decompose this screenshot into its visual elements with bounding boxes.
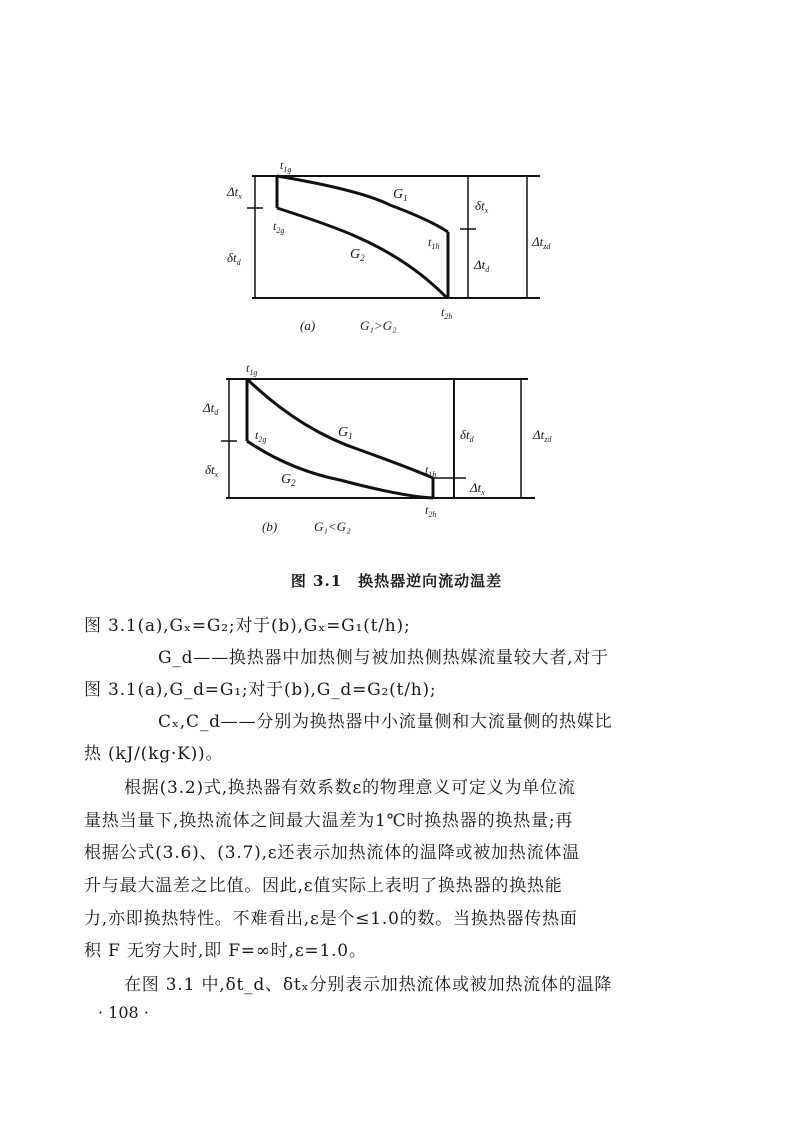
label-g2-b: $G_2$ bbox=[281, 472, 296, 488]
panel-a-tag: (a) bbox=[300, 318, 316, 333]
label-deltatd-left-a: $\delta t_d$ bbox=[227, 250, 241, 267]
label-dtd-right-a: $\Delta t_d$ bbox=[474, 257, 490, 274]
label-t2g-b: $t_{2g}$ bbox=[255, 428, 267, 444]
body-line: 根据(3.2)式,换热器有效系数ε的物理意义可定义为单位流 bbox=[124, 778, 576, 798]
figure-3-1 bbox=[0, 0, 793, 560]
body-line: 力,亦即换热特性。不难看出,ε是个≤1.0的数。当换热器传热面 bbox=[84, 909, 578, 929]
panel-b bbox=[221, 379, 535, 498]
label-dtx-left-a: $\Delta t_x$ bbox=[227, 184, 242, 201]
body-line: 积 F 无穷大时,即 F=∞时,ε=1.0。 bbox=[84, 941, 367, 961]
panel-a-relation: G₁>G₂ bbox=[360, 318, 397, 333]
label-dtzd-a: $\Delta t_{zd}$ bbox=[532, 234, 551, 251]
label-dtd-left-b: $\Delta t_d$ bbox=[203, 400, 219, 417]
label-dtzd-b: $\Delta t_{zd}$ bbox=[533, 427, 552, 444]
body-line: Cₓ,C_d——分别为换热器中小流量侧和大流量侧的热媒比 bbox=[158, 712, 613, 732]
curve-g1-a bbox=[277, 176, 448, 232]
body-line: 图 3.1(a),Gₓ=G₂;对于(b),Gₓ=G₁(t/h); bbox=[84, 616, 411, 636]
label-g1-a: $G_1$ bbox=[393, 187, 408, 203]
label-t1g-b: $t_{1g}$ bbox=[246, 361, 258, 377]
body-line: 在图 3.1 中,δt_d、δtₓ分别表示加热流体或被加热流体的温降 bbox=[124, 975, 613, 995]
label-t2g-a: $t_{2g}$ bbox=[273, 219, 285, 235]
panel-b-tag: (b) bbox=[262, 519, 278, 534]
body-line: 热 (kJ/(kg·K))。 bbox=[84, 744, 224, 764]
label-deltatd-right-b: $\delta t_d$ bbox=[460, 427, 474, 444]
label-t1h-b: $t_{1h}$ bbox=[425, 463, 437, 479]
label-t2h-b: $t_{2h}$ bbox=[425, 503, 437, 519]
label-deltatx-left-b: $\delta t_x$ bbox=[205, 462, 219, 479]
label-t1g-a: $t_{1g}$ bbox=[280, 158, 292, 174]
body-line: G_d——换热器中加热侧与被加热侧热媒流量较大者,对于 bbox=[158, 648, 609, 668]
panel-a-labels bbox=[226, 158, 551, 333]
figure-caption: 图 3.1 换热器逆向流动温差 bbox=[290, 572, 503, 590]
label-t2h-a: $t_{2h}$ bbox=[441, 305, 453, 321]
body-line: 量热当量下,换热流体之间最大温差为1℃时换热器的换热量;再 bbox=[84, 811, 574, 831]
label-g1-b: $G_1$ bbox=[338, 425, 353, 441]
body-line: 图 3.1(a),G_d=G₁;对于(b),G_d=G₂(t/h); bbox=[84, 680, 437, 700]
body-line: 升与最大温差之比值。因此,ε值实际上表明了换热器的换热能 bbox=[84, 876, 563, 896]
label-g2-a: $G_2$ bbox=[350, 247, 365, 263]
label-deltatx-right-a: $\delta t_x$ bbox=[475, 198, 489, 215]
body-line: 根据公式(3.6)、(3.7),ε还表示加热流体的温降或被加热流体温 bbox=[84, 843, 581, 863]
curve-g2-b bbox=[247, 441, 433, 498]
label-t1h-a: $t_{1h}$ bbox=[428, 235, 440, 251]
page-number: · 108 · bbox=[98, 1003, 149, 1022]
panel-b-relation: G₁<G₂ bbox=[314, 519, 351, 534]
label-dtx-right-b: $\Delta t_x$ bbox=[470, 480, 485, 497]
